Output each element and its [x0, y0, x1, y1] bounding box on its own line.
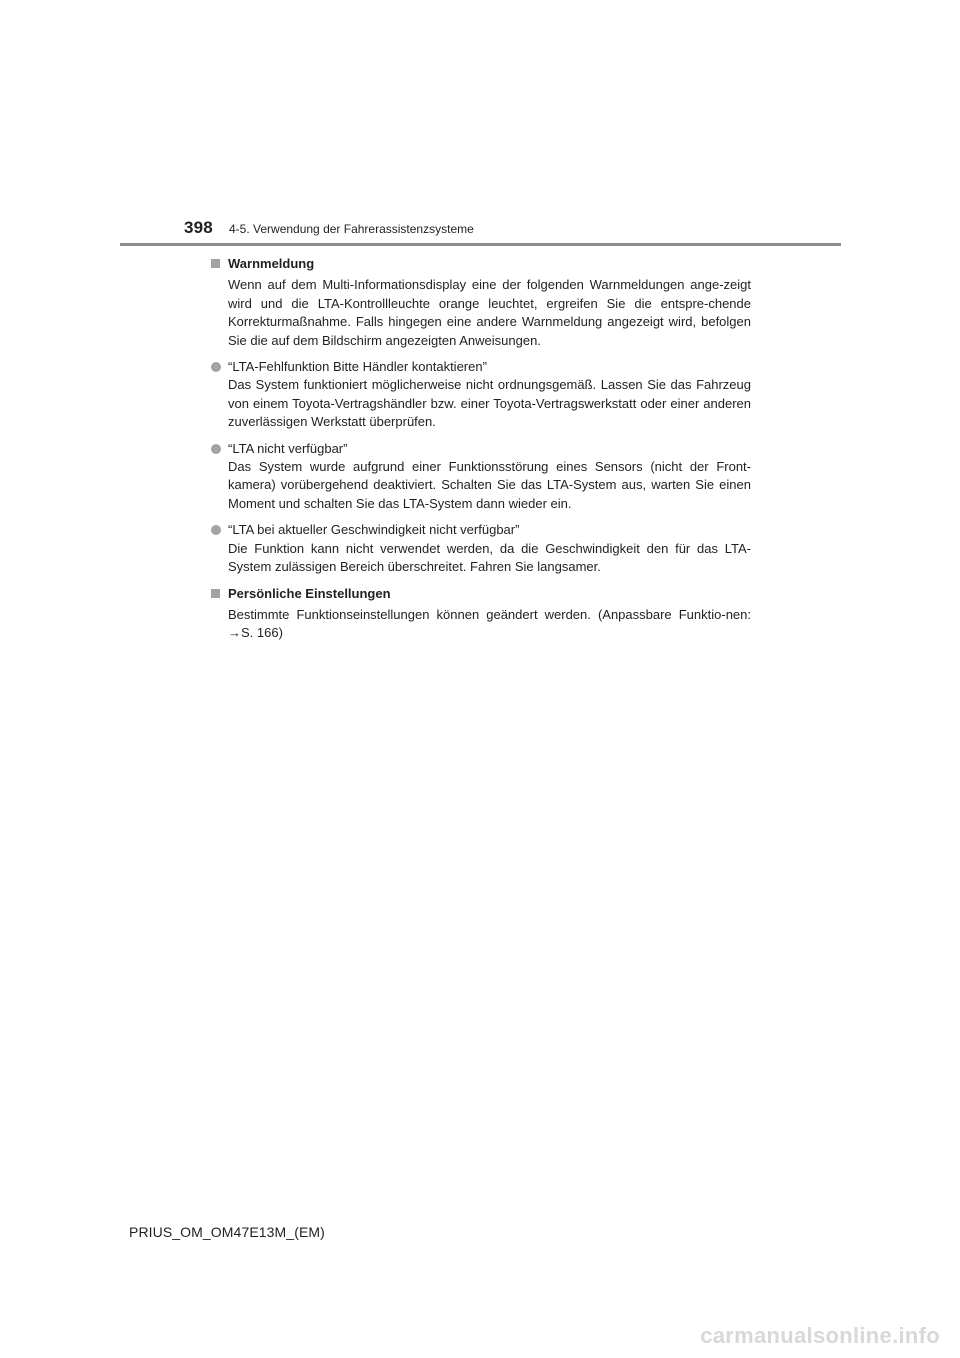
square-bullet-icon [211, 589, 220, 598]
section-paragraph: Wenn auf dem Multi-Informationsdisplay eine der folgenden Warnmeldungen ange-zeigt wird und die LTA-Kontrollleuchte orange leuchtet, ergreifen Sie die entspre-chende Korrekturmaßnahme. Falls hingegen eine andere Warnmeldung angezeigt wird, befolgen Sie die auf dem Bildschirm angezeigten Anweisungen. [228, 277, 751, 348]
circle-bullet-icon [211, 444, 221, 454]
circle-bullet-icon [211, 525, 221, 535]
list-item-title: “LTA-Fehlfunktion Bitte Händler kontaktieren” [228, 359, 487, 375]
page-number: 398 [184, 218, 213, 237]
section-heading-persoenliche-einstellungen [211, 585, 751, 603]
watermark: carmanualsonline.info [700, 1323, 940, 1348]
list-item [228, 521, 751, 576]
list-item-text: Das System wurde aufgrund einer Funktionsstörung eines Sensors (nicht der Front-kamera) vorübergehend deaktiviert. Schalten Sie das LTA-System aus, warten Sie einen Moment und schalten Sie das LTA-System dann wieder ein. [228, 459, 751, 511]
list-item-text: Die Funktion kann nicht verwendet werden, da die Geschwindigkeit den für das LTA-System zulässigen Bereich überschreitet. Fahren Sie langsamer. [228, 540, 751, 575]
square-bullet-icon [211, 259, 220, 268]
list-item-title: “LTA bei aktueller Geschwindigkeit nicht verfügbar” [228, 522, 520, 538]
page-content [211, 255, 751, 643]
list-item [228, 440, 751, 514]
section-paragraph: Bestimmte Funktionseinstellungen können geändert werden. (Anpassbare Funktio-nen: →S. 166) [228, 606, 751, 641]
circle-bullet-icon [211, 362, 221, 372]
chapter-title: 4-5. Verwendung der Fahrerassistenzsysteme [229, 222, 474, 236]
header-divider [120, 243, 841, 246]
document-code: PRIUS_OM_OM47E13M_(EM) [129, 1224, 325, 1240]
section-heading-text: Warnmeldung [228, 256, 315, 271]
list-item-text: Das System funktioniert möglicherweise nicht ordnungsgemäß. Lassen Sie das Fahrzeug von einem Toyota-Vertragshändler bzw. einer Toyota-Vertragswerkstatt oder einer anderen zuverlässigen Werkstatt überprüfen. [228, 377, 751, 430]
list-item [228, 358, 751, 432]
section-heading-text: Persönliche Einstellungen [228, 585, 391, 601]
list-item-title: “LTA nicht verfügbar” [228, 440, 348, 456]
section-heading-warnmeldung [211, 255, 751, 273]
